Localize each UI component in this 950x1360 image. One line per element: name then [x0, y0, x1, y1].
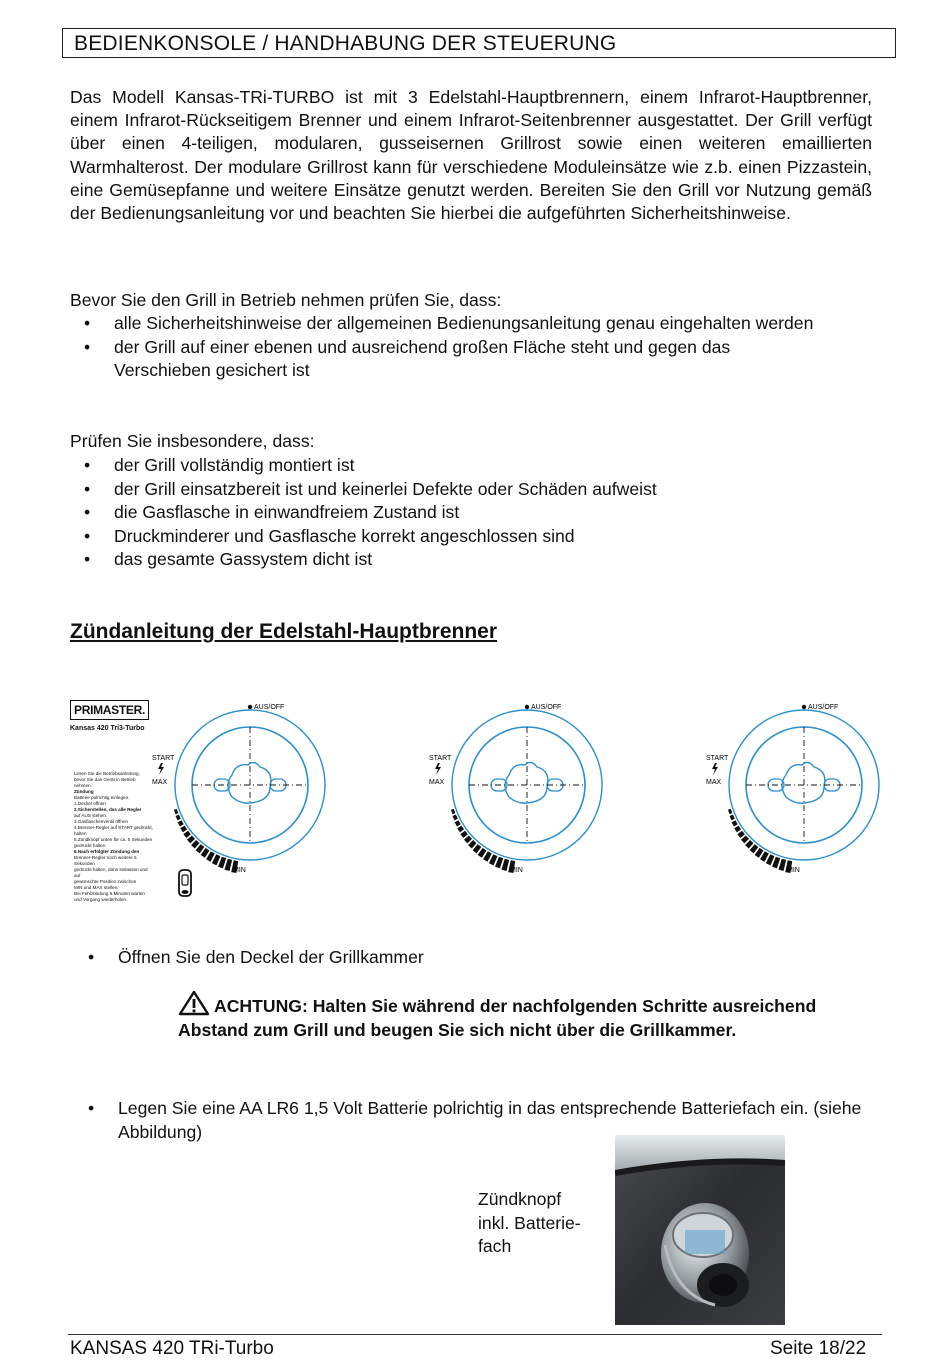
section-title: Zündanleitung der Edelstahl-Hauptbrenner: [70, 620, 498, 643]
dial-scale-bar: [178, 820, 184, 826]
dial-scale-bar: [183, 831, 190, 838]
list-item: • Legen Sie eine AA LR6 1,5 Volt Batterie polrichtig in das entsprechende Batteriefach ein. (siehe Abbildung): [70, 1097, 880, 1144]
dial-scale-bar: [737, 831, 744, 838]
dial-scale-bar: [464, 836, 472, 844]
list-item: • der Grill einsatzbereit ist und keinerlei Defekte oder Schäden aufweist: [66, 478, 870, 502]
intro-paragraph: Das Modell Kansas-TRi-TURBO ist mit 3 Edelstahl-Hauptbrennern, einem Infrarot-Hauptbrenner, einem Infrarot-Rückseitigem Brenner und einem Infrarot-Seitenbrenner ausgestattet. Der Grill verfügt über einen 4-teiligen, modularen, gusseisernen Grillrost sowie einen weiteren emaillierten Warmhalterost. Der modulare Grillrost kann für verschiedene Moduleinsätze wie z.b. einen Pizzastein, eine Gemüsepfanne und weitere Einsätze genutzt werden. Bereiten Sie den Grill vor Nutzung gemäß der Bedienungsanleitung vor und beachten Sie hierbei die aufgeführten Sicherheitshinweise.: [70, 87, 872, 224]
panel-instruction-line: gewünschte Position zwischen: [74, 879, 137, 884]
check-list-2-lead: Prüfen Sie insbesondere, dass:: [70, 431, 315, 451]
dial-knob-shape: [228, 762, 271, 803]
dial-scale-bar: [176, 815, 181, 821]
list-item: • die Gasflasche in einwandfreiem Zustand ist: [66, 501, 870, 525]
dial-scale-bar: [457, 826, 464, 833]
page-title: BEDIENKONSOLE / HANDHABUNG DER STEUERUNG: [74, 32, 617, 55]
dial-off-dot: [248, 705, 252, 709]
check-list-1-lead: Bevor Sie den Grill in Betrieb nehmen prüfen Sie, dass:: [70, 290, 502, 310]
panel-instruction-line: Brenner-Regler noch weitere 5 Sekunden: [74, 855, 137, 866]
burner-dial-2: [425, 700, 635, 880]
lightning-icon: [712, 763, 718, 775]
dial-scale-bar: [730, 815, 735, 821]
header-box: [62, 28, 896, 58]
panel-instruction-line: 4.Brenner-Regler auf START gedrückt,: [74, 825, 153, 830]
dial-max-label: MAX: [429, 779, 445, 786]
burner-dial-1: [148, 700, 358, 880]
panel-instruction-line: 2.Sicherstellen, das alle Regler: [74, 807, 142, 812]
panel-instruction-line: Bei Fehlzündung 5 Minuten warten: [74, 891, 145, 896]
check-list-1: [70, 289, 870, 383]
caption-line: Zündknopf: [478, 1189, 562, 1209]
panel-instruction-line: auf AUS stehen.: [74, 813, 108, 818]
panel-instruction-line: 6.Nach erfolgter Zündung den: [74, 849, 140, 854]
dial-scale-bar: [732, 820, 738, 826]
dial-scale-bar: [501, 859, 509, 871]
caption-line: fach: [478, 1236, 512, 1256]
dial-off-label: AUS/OFF: [531, 704, 562, 711]
dial-start-label: START: [152, 755, 175, 762]
dial-min-label: MIN: [787, 867, 800, 874]
dial-scale-bar: [741, 836, 749, 844]
lightning-icon: [158, 763, 164, 775]
dial-scale-bar: [728, 809, 732, 814]
panel-instruction-line: Lesen Sie die Betriebsanleitung,: [74, 771, 140, 776]
step-list-1: [70, 946, 870, 970]
dial-scale-bar: [453, 815, 458, 821]
panel-instruction-line: und Vorgang wiederholen.: [74, 897, 128, 902]
panel-instruction-line: Zündung: [74, 789, 94, 794]
footer-divider: [68, 1334, 882, 1335]
dial-scale-bar: [224, 859, 232, 871]
list-item: • der Grill auf einer ebenen und ausreichend großen Fläche steht und gegen das Verschieben gesichert ist: [66, 336, 774, 383]
ignition-knob-photo: [615, 1135, 785, 1325]
panel-instruction-line: MIN und MAX stellen.: [74, 885, 119, 890]
dial-off-dot: [802, 705, 806, 709]
dial-off-label: AUS/OFF: [254, 704, 285, 711]
check-list-2: [70, 430, 870, 572]
dial-scale-bar: [455, 820, 461, 826]
panel-instructions: [74, 771, 154, 903]
panel-instruction-line: halten: [74, 831, 87, 836]
dial-scale-bar: [460, 831, 467, 838]
panel-instruction-line: 3.Gasflaschenventil öffnen: [74, 819, 129, 824]
caption-line: inkl. Batterie-: [478, 1212, 581, 1233]
panel-instruction-line: gedrückt halten: [74, 843, 106, 848]
dial-min-label: MIN: [510, 867, 523, 874]
panel-model: Kansas 420 Tri3-Turbo: [70, 725, 145, 732]
panel-instruction-line: 5.Zündknopf unten für ca. 5 Sekunden: [74, 837, 153, 842]
brand-logo: [70, 700, 160, 732]
list-item: • das gesamte Gassystem dicht ist: [66, 548, 870, 572]
footer-page-number: Seite 18/22: [770, 1338, 867, 1359]
panel-instruction-line: bevor Sie das Gerät in Betrieb: [74, 777, 136, 782]
dial-scale-bar: [180, 826, 187, 833]
dial-max-label: MAX: [706, 779, 722, 786]
dial-scale-bar: [187, 836, 195, 844]
panel-instruction-line: gedrückt halten, dann loslassen und auf: [74, 867, 148, 878]
dial-scale-bar: [451, 809, 455, 814]
dial-off-dot: [525, 705, 529, 709]
dial-start-label: START: [706, 755, 729, 762]
panel-instruction-line: nehmen.: [74, 783, 92, 788]
list-item: • der Grill vollständig montiert ist: [66, 454, 870, 478]
dial-scale-bar: [778, 859, 786, 871]
dial-max-label: MAX: [152, 779, 168, 786]
list-item: • alle Sicherheitshinweise der allgemeinen Bedienungsanleitung genau eingehalten werden: [66, 312, 856, 336]
brand-name: PRIMASTER.: [70, 700, 149, 720]
dial-scale-bar: [734, 826, 741, 833]
dial-knob-shape: [505, 762, 548, 803]
warning-text: ACHTUNG: Halten Sie während der nachfolgenden Schritte ausreichend Abstand zum Grill und beugen Sie sich nicht über die Grillkammer.: [178, 996, 817, 1040]
warning-block: [178, 990, 878, 1042]
dial-min-label: MIN: [233, 867, 246, 874]
dial-start-label: START: [429, 755, 452, 762]
photo-caption: [478, 1188, 581, 1259]
footer-model: KANSAS 420 TRi-Turbo: [70, 1338, 274, 1359]
dial-scale-bar: [174, 809, 178, 814]
lightning-icon: [435, 763, 441, 775]
dial-off-label: AUS/OFF: [808, 704, 839, 711]
dial-knob-shape: [782, 762, 825, 803]
list-item: • Öffnen Sie den Deckel der Grillkammer: [70, 946, 870, 970]
panel-instruction-line: Batterie polrichtig einlegen.: [74, 795, 130, 800]
panel-instruction-line: 1.Deckel öffnen: [74, 801, 106, 806]
warning-icon: [178, 990, 210, 1016]
burner-dial-3: [702, 700, 912, 880]
list-item: • Druckminderer und Gasflasche korrekt angeschlossen sind: [66, 525, 870, 549]
